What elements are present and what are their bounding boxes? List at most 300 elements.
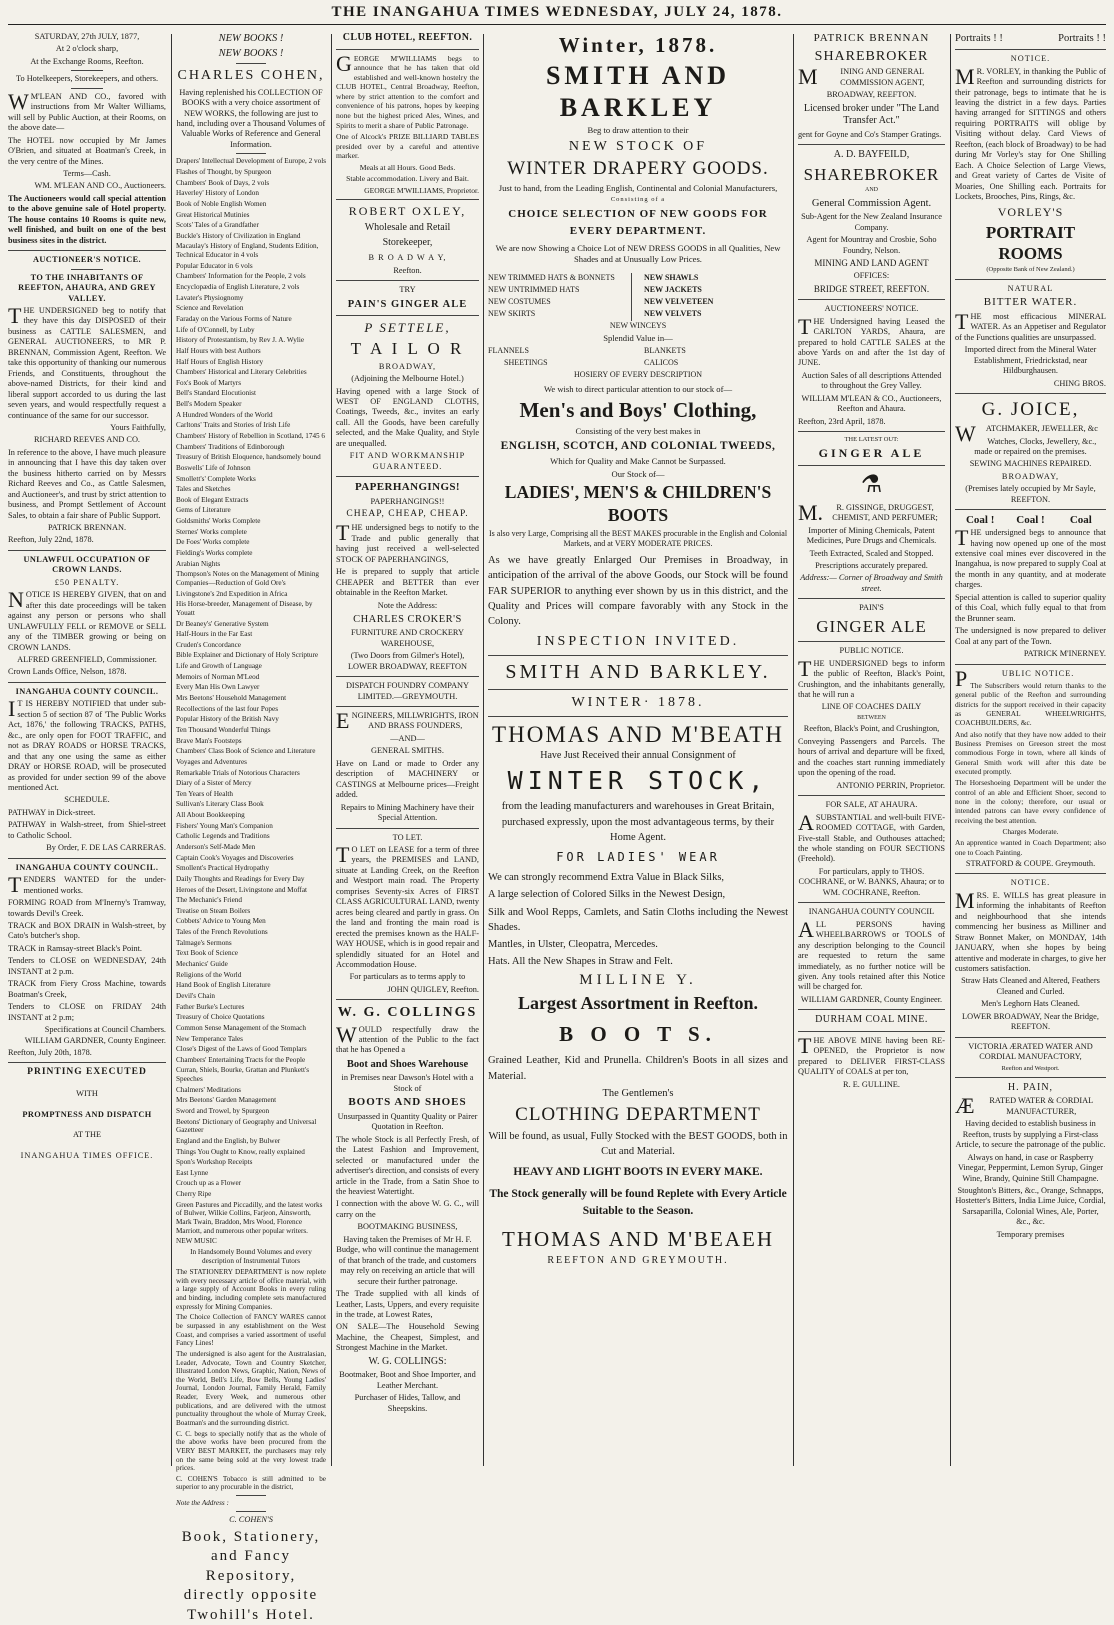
- column-3: [336, 32, 479, 1470]
- coal-mine-heading: DURHAM COAL MINE.: [815, 1014, 928, 1026]
- auction-date: Reefton, 23rd April, 1878.: [798, 416, 886, 426]
- notice-penalty: £50 PENALTY.: [54, 577, 120, 587]
- book-item: Chalmers' Meditations: [176, 1085, 241, 1094]
- paper-heading: PAPERHANGINGS!!: [370, 497, 445, 506]
- book-item: Treasury of British Eloquence, handsomely bound: [176, 453, 321, 462]
- book-item: England and the English, by Bulwer: [176, 1136, 281, 1145]
- chemist-teeth: Teeth Extracted, Scaled and Stopped.: [809, 548, 934, 558]
- bitter-body: THE most efficacious MINERAL WATER. As an Appetiser and Regulator of the Functions qualities are unsurpassed.: [955, 308, 1106, 342]
- wills-heading: NOTICE.: [1010, 878, 1051, 888]
- book-item: Faraday on the Various Forms of Nature: [176, 314, 292, 323]
- foundry-heading: DISPATCH FOUNDRY COMPANY LIMITED.—GREYMOUTH.: [345, 681, 470, 701]
- portraits-label: Portraits ! !: [955, 33, 1003, 44]
- goods-item: NEW JACKETS: [644, 284, 702, 294]
- book-item: Text Book of Science: [176, 949, 238, 958]
- fabric-lists: [488, 346, 788, 370]
- book-item: A Hundred Wonders of the World: [176, 410, 273, 419]
- notice-signature: ALFRED GREENFIELD, Commissioner.: [17, 655, 157, 665]
- book-item: Catholic Legends and Traditions: [176, 832, 270, 841]
- goods-item: NEW TRIMMED HATS & BONNETS: [488, 272, 615, 282]
- received-line: Have Just Received their annual Consignment of: [540, 750, 736, 762]
- book-item: Goldsmiths' Works Complete: [176, 517, 261, 526]
- printing-heading: PRINTING EXECUTED: [27, 1067, 147, 1078]
- coal-mine-signature: R. E. GULLINE.: [843, 1079, 900, 1089]
- tender-item: Tenders to CLOSE on WEDNESDAY, 24th INSTANT at 2 p.m.: [8, 956, 166, 976]
- wheelwright-body: The Subscribers would return thanks to the general public of the Reefton and surrounding districts for the support received in their capacity as GENERAL WHEELWRIGHTS, COACHBUILDERS, &c.: [955, 681, 1106, 728]
- gentlemens: The Gentlemen's: [602, 1087, 674, 1099]
- paper-heading: PAPERHANGINGS!: [354, 481, 460, 494]
- book-item: History of Protestantism, by Rev J. A. Wylie: [176, 336, 305, 345]
- collings-body: in Premises near Dawson's Hotel with a Stock of: [341, 1073, 474, 1093]
- black-silks: We can strongly recommend Extra Value in Black Silks,: [488, 872, 725, 884]
- book-item: Green Pastures and Piccadilly, and the latest works of Bulwer, Wilkie Collins, Farjeon, Ainsworth, Mark Twain, Braddon, Mrs Wood, Florence Marriott, and numerous other popular writers.: [176, 1200, 323, 1235]
- hotel-heading: CLUB HOTEL, REEFTON.: [342, 32, 473, 43]
- oxley-trade: Wholesale and Retail: [364, 222, 451, 234]
- chemist-name: M.R. GISSINGE, DRUGGEST, CHEMIST, AND PERFUMER;: [798, 499, 938, 525]
- column-1: [8, 32, 166, 1470]
- fabric-item: FLANNELS: [488, 346, 529, 356]
- our-stock: Our Stock of—: [611, 468, 665, 479]
- goods-list-right: [644, 273, 788, 321]
- bitter-label: NATURAL: [1007, 283, 1054, 293]
- collings-body: I connection with the above W. G. C., will carry on the: [336, 1199, 479, 1219]
- winter-title: Winter, 1878.: [558, 33, 718, 57]
- fabric-item: SHEETINGS: [504, 358, 548, 368]
- book-item: Mrs Beetons' Garden Management: [176, 1096, 277, 1105]
- oxley-street: B R O A D W A Y,: [368, 253, 447, 263]
- book-item: Mrs Beetons' Household Management: [176, 694, 287, 703]
- notice-subheading: TO THE INHABITANTS OF REEFTON, AHAURA, AND GREY VALLEY.: [18, 272, 156, 303]
- book-item: NEW MUSIC: [176, 1237, 217, 1246]
- public-notice-heading: PUBLIC NOTICE.: [955, 665, 1075, 691]
- hats: Hats. All the New Shapes in Straw and Felt.: [488, 956, 673, 968]
- book-item: Diary of a Sister of Mercy: [176, 779, 252, 788]
- book-item: Life and Growth of Language: [176, 662, 262, 671]
- book-item: Bible Explainer and Dictionary of Holy Scripture: [176, 651, 319, 660]
- paper-body: THE undersigned begs to notify to the Trade and public generally that having just received a well-selected STOCK OF PAPERHANGINGS,: [336, 520, 479, 564]
- colored-silks: A large selection of Colored Silks in the Newest Design,: [488, 889, 726, 901]
- collings-trade: Bootmaker, Boot and Shoe Importer, and Leather Merchant.: [339, 1370, 476, 1390]
- fabric-item: BLANKETS: [644, 346, 686, 356]
- book-item: Dr Beaney's' Generative System: [176, 619, 269, 628]
- schedule-label: SCHEDULE.: [64, 795, 110, 805]
- hotel-meals: Meals at all Hours. Good Beds.: [359, 162, 456, 172]
- bitter-imported: Imported direct from the Mineral Water Establishment, Friedrickstad, near Hildburghausen.: [964, 345, 1097, 376]
- victoria-towns: Reefton and Westport.: [1001, 1064, 1060, 1072]
- wills-address: LOWER BROADWAY, Near the Bridge, REEFTON.: [962, 1011, 1099, 1032]
- coach-route: Reefton, Black's Point, and Crushington,: [803, 724, 940, 734]
- pain-trade: ÆRATED WATER & CORDIAL MANUFACTURER,: [955, 1093, 1094, 1119]
- collings-body: ON SALE—The Household Sewing Machine, the Cheapest, Simplest, and Strongest Machine in the Market.: [336, 1322, 479, 1353]
- book-item: Anderson's Self-Made Men: [176, 842, 256, 851]
- ad-date: SATURDAY, 27th JULY, 1877,: [34, 32, 140, 41]
- oxley-name: ROBERT OXLEY,: [348, 204, 467, 219]
- book-item: Common Sense Management of the Stomach: [176, 1023, 306, 1032]
- book-item: East Lynne: [176, 1168, 209, 1177]
- collings-body: The Trade supplied with all kinds of Leather, Lasts, Uppers, and every requisite in the trade, at Lowest Rates,: [336, 1289, 479, 1319]
- tweeds: ENGLISH, SCOTCH, AND COLONIAL TWEEDS,: [500, 440, 776, 453]
- council-body: IT IS HEREBY NOTIFIED that under sub-section 5 of section 87 of 'The Public Works Act, 1876,' the following TRACKS, PATHS, &c., are only open for FOOT TRAFFIC, and not as DRAY ROADS or HORSE TRACKS, and that any one using the same as either DRAY or HORSE ROAD, will be prosecuted as provided for under section 99 of the above mentioned Act.: [8, 696, 166, 792]
- book-list: [176, 157, 326, 1246]
- notify-body: C. COHEN'S Tobacco is still admitted to be superior to any procurable in the district,: [176, 1474, 326, 1492]
- coal-body: Special attention is called to superior quality of this Coal, which fully equal to that from the Brunner seam.: [955, 592, 1106, 623]
- notice-body: NOTICE IS HEREBY GIVEN, that on and after this date proceedings will be taken against any person or persons who shall UNLAWFULLY FELL or REMOVE or SELL any of the TIMBER growing or being on CROWN LANDS.: [8, 587, 166, 652]
- sale-apply: For particulars, apply to THOS. COCHRANE, or W. BANKS, Ahaura; or to WM. COCHRANE, Reefton.: [798, 866, 945, 897]
- ad-time: At 2 o'clock sharp,: [55, 44, 119, 54]
- collings-body: WOULD respectfully draw the attention of the Public to the fact that he has Opened a: [336, 1021, 479, 1055]
- music-heading: In Handsomely Bound Volumes and every description of Instrumental Tutors: [190, 1247, 312, 1266]
- winter-stock: WINTER STOCK,: [507, 765, 769, 795]
- wheelwright-signature: STRATFORD & COUPE. Greymouth.: [965, 858, 1096, 868]
- notice-heading: UNLAWFUL OCCUPATION OF CROWN LANDS.: [23, 554, 151, 575]
- hosiery: HOSIERY OF EVERY DESCRIPTION: [573, 370, 703, 380]
- hotel-body: GEORGE M'WILLIAMS begs to announce that he has taken that old established and well-known hostelry the CLUB HOTEL, Central Broadway, Reefton, where by strict attention to the comfort and convenience of his patrons, hopes by keeping none but the highest priced Ales, Wines, and Spirits to merit a share of Public Patronage.: [336, 50, 479, 130]
- book-item: Half-Hours in the Far East: [176, 630, 253, 639]
- boots-title: B O O T S.: [559, 1021, 717, 1046]
- collings-body: The whole Stock is all Perfectly Fresh, of the Latest Fashion and Improvement, selected or manufactured under the advertiser's direction, and consists of every article in the Trade, from a Satin Shoe to the heaviest Watertight.: [336, 1134, 479, 1197]
- bayfeild-and: AND: [865, 187, 878, 194]
- grained-leather: Grained Leather, Kid and Prunella. Children's Boots in all sizes and Material.: [488, 1055, 788, 1082]
- printing-office: INANGAHUA TIMES OFFICE.: [20, 1150, 154, 1160]
- new-stock: NEW STOCK OF: [568, 138, 708, 154]
- book-item: Smollent's Practical Hydropathy: [176, 864, 270, 873]
- wheelwright-body: The Horseshoeing Department will be under the control of an able and Efficient Shoer, second to none in the colony; therefore, our usual or intended patrons can have every confidence of receiving the best attention.: [955, 778, 1106, 825]
- bayfeild-trade: SHAREBROKER: [803, 165, 940, 185]
- column-6: [955, 32, 1106, 1470]
- dress-goods: We are now Showing a Choice Lot of NEW DRESS GOODS in all Qualities, New Shades and at Unusually Low Prices.: [495, 243, 781, 265]
- book-item: Ten Thousand Wonderful Things: [176, 725, 271, 734]
- coach-body: Conveying Passengers and Parcels. The hours of arrival and departure will be fixed, and the coaches start running immediately upon the opening of the road.: [798, 736, 945, 778]
- book-item: Popular Educator in 6 vols: [176, 261, 253, 270]
- thomas-mbeath: THOMAS AND M'BEATH: [492, 721, 784, 747]
- book-item: Things You Ought to Know, really explained: [176, 1147, 305, 1156]
- coach-line: LINE OF COACHES DAILY: [821, 702, 922, 712]
- ad-signature: WM. M'LEAN AND CO., Auctioneers.: [34, 181, 166, 191]
- coal-label: Coal: [1069, 514, 1092, 527]
- book-item: Half Hours of English History: [176, 357, 264, 366]
- brennan-trade: SHAREBROKER: [814, 48, 929, 64]
- column-5: [798, 32, 945, 1470]
- book-item: Fox's Book of Martyrs: [176, 378, 241, 387]
- music-body: The STATIONERY DEPARTMENT is now replete with every necessary article of office material, with a large supply of Account Books in every ruling and binding, including complete sets manufactured expressly for Mining Companies.: [176, 1268, 326, 1311]
- ad-terms: Terms—Cash.: [63, 168, 111, 178]
- book-item: Gems of Literature: [176, 506, 231, 515]
- brennan-name: PATRICK BRENNAN: [813, 32, 930, 44]
- pains-label: PAIN'S: [859, 603, 884, 613]
- chemist-address: Address:— Corner of Broadway and Smith street.: [800, 573, 943, 593]
- wheelwright-charges: Charges Moderate.: [1002, 826, 1059, 836]
- direct-attention: We wish to direct particular attention to our stock of—: [543, 384, 733, 395]
- book-item: Drapers' Intellectual Development of Europe, 2 vols: [176, 157, 326, 166]
- notice-body: THE UNDERSIGNED beg to notify that they have this day DISPOSED of their business as CATTLE SALESMEN, and GENERAL AUCTIONEERS, to MR P. BRENNAN, Commission Agent, Reefton. We take this opportunity of thanking our numerous Friends, and Constituents, throughout the above-named Districts, for their kind and liberal support accorded to us during the last seven years, and would respectfully request a continuance of the same for our successor.: [8, 302, 166, 420]
- book-item: Close's Digest of the Laws of Good Templars: [176, 1045, 307, 1054]
- just-to-hand: Just to hand, from the Leading English, Continental and Colonial Manufacturers,: [498, 183, 778, 194]
- book-item: Bell's Modern Speaker: [176, 400, 242, 409]
- paper-address: Note the Address:: [377, 600, 438, 610]
- tailor-body: Having opened with a large Stock of WEST OF ENGLAND CLOTHS, Coatings, Tweeds, &c., invites an early call. All the Goods, have been carefully selected, and the Make Quality, and Style are unequalled.: [336, 386, 479, 448]
- wheelwright-apprentice: An apprentice wanted in Coach Department; also one to Coach Painting.: [955, 838, 1106, 857]
- book-item: Science and Revelation: [176, 304, 244, 313]
- hotel-stable: Stable accommodation. Livery and Bait.: [346, 174, 469, 184]
- bayfeild-agent: General Commission Agent.: [811, 198, 932, 210]
- book-item: Book of Noble English Women: [176, 199, 267, 208]
- silk-wool: Silk and Wool Repps, Camlets, and Satin Cloths including the Newest Shades.: [488, 906, 788, 933]
- oxley-trade: Storekeeper,: [382, 236, 433, 248]
- coach-body: THE UNDERSIGNED begs to inform the public of Reefton, Black's Point, Crushington, and the inhabitants generally, that he will run a: [798, 655, 945, 699]
- tender-item: Tenders to CLOSE on FRIDAY 24th INSTANT at 2 p.m;: [8, 1002, 166, 1022]
- book-item: Ten Years of Health: [176, 789, 233, 798]
- book-item: Haverley' History of London: [176, 189, 259, 198]
- book-item: Encyclopædia of English Literature, 2 vols: [176, 283, 300, 292]
- auction-body: THE Undersigned having Leased the CARLTON YARDS, Ahaura, are prepared to hold CATTLE SALES at the above Yards on and after the 1st day of JUNE.: [798, 313, 945, 368]
- winter-1878: WINTER· 1878.: [571, 695, 705, 710]
- mens-clothing: Men's and Boys' Clothing,: [519, 398, 757, 423]
- book-item: Heroes of the Desert, Livingstone and Moffat: [176, 885, 308, 894]
- notice-body: In reference to the above, I have much pleasure in announcing that I have this day taken over the business hitherto carried on by Messrs Richard Reeves and Co., as Cattle Salesmen, and Auctioneer's, and trust by strict attention to business, and Prompt Settlement of Account Sales, to obtain a fair share of Public Support.: [8, 447, 166, 520]
- books-intro: Having replenished his COLLECTION OF BOOKS with a very choice assortment of NEW WORKS, the following are just to hand, including over a Thousand Volumes of Valuable Works of Reference and General Information.: [176, 87, 326, 149]
- croker-trade: FURNITURE AND CROCKERY WAREHOUSE,: [351, 628, 464, 648]
- drapery-heading: WINTER DRAPERY GOODS.: [507, 158, 769, 180]
- consisting-label: Consisting of a: [610, 196, 666, 204]
- splendid-value: Splendid Value in—: [603, 333, 673, 344]
- collings-boots: BOOTS AND SHOES: [348, 1095, 467, 1108]
- auction-sales: Auction Sales of all descriptions Attended to throughout the Grey Valley.: [801, 370, 942, 391]
- wills-body: MRS. E. WILLS has great pleasure in informing the inhabitants of Reefton and neighbourhood that she intends commencing her business as Milliner and Straw Bonnet Maker, on MONDAY, 14th JANUARY, when she hopes by being attentive and moderate in charges, to give her customers satisfaction.: [955, 887, 1106, 973]
- foundry-trade: ENGINEERS, MILLWRIGHTS, IRON AND BRASS FOUNDERS,: [336, 707, 479, 733]
- book-item: Chambers' Class Book of Science and Literature: [176, 747, 316, 756]
- book-item: Popular History of the British Navy: [176, 715, 279, 724]
- book-item: Livingstone's 2nd Expedition in Africa: [176, 589, 288, 598]
- tailor-street: BROADWAY,: [378, 361, 437, 371]
- printing-promptness: PROMPTNESS AND DISPATCH: [22, 1109, 152, 1119]
- mortar-icon: ⚗: [860, 472, 883, 499]
- try-label: TRY: [399, 285, 416, 295]
- books-heading: NEW BOOKS !: [218, 48, 284, 60]
- book-item: Scots' Tales of a Grandfather: [176, 221, 259, 230]
- book-item: Book of Elegant Extracts: [176, 495, 249, 504]
- auction-signature: WILLIAM M'LEAN & CO., Auctioneers, Reefton and Ahaura.: [801, 393, 942, 414]
- book-item: Sword and Trowel, by Spurgeon: [176, 1107, 270, 1115]
- smith-barkley-sign: SMITH AND BARKLEY.: [505, 660, 771, 683]
- council-signature: By Order, F. DE LAS CARRERAS.: [46, 843, 166, 853]
- thomas-mbeath-sign: THOMAS AND M'BEAEH: [502, 1227, 774, 1252]
- brennan-address: BROADWAY, REEFTON.: [826, 90, 917, 100]
- collings-warehouse: Boot and Shoes Warehouse: [346, 1058, 469, 1070]
- to-let-body: TO LET on LEASE for a term of three years, the PREMISES and LAND, situate at Landing Creek, on the Reefton and Westport main road. The Property comprises Seventy-six Acres of FIRST CLASS AGRICULTURAL LAND, twenty acres being cleared and partly in grass. On the land and fronting the main road is erected the premises known as the HALF-WAY HOUSE, which is in good repair and splendidly situated for an Hotel and Accommodation House.: [336, 841, 479, 969]
- vorley-body: MR. VORLEY, in thanking the Public of Reefton and surrounding districts for their patronage, begs to intimate that he is leaving the district in a few days. Parties having arranged for SITTINGS and others requiring PORTRAITS will oblige by Visiting without delay. Card Views of Reefton, (each block of Broadway) to be had during Mr Vorley's stay for One Shilling Each. A Choice Selection of Large Views, and Great variety of Cartes de Visite of Moaries, One Shilling each. Portraits for Lockets, Brooches, Pins, Rings, &c.: [955, 63, 1106, 202]
- book-item: Half Hours with best Authors: [176, 346, 261, 355]
- tender-item: FORMING ROAD from M'Inerny's Tramway, towards Devil's Creek.: [8, 898, 166, 918]
- tender-date: Reefton, July 20th, 1878.: [8, 1047, 92, 1057]
- book-item: Voyages and Adventures: [176, 757, 247, 766]
- book-item: The Mechanic's Friend: [176, 896, 242, 905]
- quality-make: Which for Quality and Make Cannot be Surpassed.: [550, 455, 726, 466]
- ad-body: The HOTEL now occupied by Mr James O'Brien, and situated at Boatman's Creek, in the very centre of the Mines.: [8, 135, 166, 166]
- coal-body: The undersigned is now prepared to deliver Coal at any part of the Town.: [955, 626, 1106, 646]
- tailor-name: P SETTELE,: [364, 319, 451, 335]
- book-item: Religions of the World: [176, 970, 242, 979]
- books-heading: NEW BOOKS !: [218, 33, 284, 44]
- consisting-best: Consisting of the very best makes in: [575, 426, 701, 437]
- bayfeild-foundry: Agent for Mountray and Crosbie, Soho Foundry, Nelson.: [806, 235, 937, 255]
- joice-trade: WATCHMAKER, JEWELLER, &c: [955, 421, 1098, 447]
- book-item: His Horse-breeder, Management of Disease, by Youatt: [176, 600, 313, 617]
- column-rule: [793, 34, 794, 1466]
- winceys: NEW WINCEYS: [609, 321, 667, 331]
- notice-date: Reefton, July 22nd, 1878.: [8, 535, 94, 545]
- goods-item: NEW VELVETS: [644, 309, 702, 319]
- boots-heading: LADIES', MEN'S & CHILDREN'S BOOTS: [504, 482, 772, 526]
- pains-ginger-ale: GINGER ALE: [816, 616, 927, 636]
- goods-item: NEW SHAWLS: [644, 272, 699, 282]
- book-item: Cobbets' Advice to Young Men: [176, 917, 266, 926]
- book-item: Fishers' Young Man's Companion: [176, 821, 273, 830]
- book-item: Hand Book of English Literature: [176, 981, 271, 990]
- book-item: Bell's Standard Elocutionist: [176, 389, 256, 398]
- ad-body: The Auctioneers would call special attention to the above genuine sale of Hotel property. The house contains 10 Rooms is quite new, well finished, and built on one of the best business sites in the district.: [8, 193, 166, 245]
- latest-out: THE LATEST OUT:: [844, 436, 899, 444]
- fancy-body: The undersigned is also agent for the Australasian, Leader, Advocate, Town and Country Sketcher, Illustrated London News, Graphic, Nation, News of the World, Bell's Life, Bow Bells, Young Ladies' Journal, London Journal, Family Herald, Family Reader, Every Week, and numerous other publications, and are delivered with the utmost punctuality throughout the whole of Murray Creek, Boatman's and the surrounding district.: [176, 1349, 326, 1427]
- book-item: Chambers' Information for the People, 2 vols: [176, 272, 306, 281]
- notice-heading: NOTICE.: [1010, 54, 1051, 64]
- pain-body: Having decided to establish business in Reefton, trusts by supplying a First-class Article, to secure the patronage of the public.: [955, 1119, 1106, 1150]
- joice-name: G. JOICE,: [981, 399, 1080, 421]
- pain-stock: Stoughton's Bitters, &c., Orange, Schnapps, Hostetter's Bitters, India Lime Juice, Cordial, Sarsaparilla, Colonial Wines, Ale, Porter, &c., &c.: [955, 1186, 1106, 1227]
- bayfeild-insurance: Sub-Agent for the New Zealand Insurance Company.: [801, 212, 942, 232]
- book-item: Great Historical Mutinies: [176, 210, 250, 219]
- book-item: Cherry Ripe: [176, 1190, 212, 1199]
- tender-item: TRACK and BOX DRAIN in Walsh-street, by Cato's butcher's shop.: [8, 920, 166, 941]
- book-item: Lavater's Physiognomy: [176, 293, 244, 302]
- book-item: Sternes' Works complete: [176, 527, 247, 536]
- croker-address: (Two Doors from Gilmer's Hotel), LOWER BROADWAY, REEFTON: [347, 651, 467, 671]
- book-item: Sullivan's Literary Class Book: [176, 800, 264, 809]
- bayfeild-mining: MINING AND LAND AGENT: [814, 258, 929, 269]
- pain-stock: Always on hand, in case or Raspberry Vinegar, Peppermint, Lemon Syrup, Ginger Wine, Brandy, Quinine Still Champagne.: [957, 1152, 1104, 1183]
- goods-lists: [488, 273, 788, 321]
- ladies-wear: FOR LADIES' WEAR: [556, 849, 720, 864]
- notice-closing: Yours Faithfully,: [110, 422, 166, 432]
- column-rule: [950, 34, 951, 1466]
- tailor-location: (Adjoining the Melbourne Hotel.): [351, 374, 464, 384]
- collings-name: W. G. COLLINGS: [337, 1005, 478, 1021]
- masthead-rule: [8, 24, 1106, 25]
- book-item: Buckle's History of Civilization in England: [176, 231, 301, 240]
- clothing-department: CLOTHING DEPARTMENT: [515, 1104, 761, 1126]
- coach-heading: PUBLIC NOTICE.: [839, 646, 904, 656]
- joice-premises: (Premises lately occupied by Mr Sayle, REEFTON.: [965, 484, 1096, 504]
- fabric-item: CALICOS: [644, 358, 679, 368]
- schedule-item: PATHWAY in Dick-street.: [8, 807, 96, 817]
- choice-selection: CHOICE SELECTION OF NEW GOODS FOR EVERY DEPARTMENT.: [508, 208, 768, 237]
- council-heading: INANGAHUA COUNTY COUNCIL.: [15, 862, 159, 872]
- bitter-water: BITTER WATER.: [983, 296, 1078, 309]
- ad-body: WM'LEAN AND CO., favored with instructions from Mr Walter Williams, will sell by Public Auction, at their Rooms, on the above date—: [8, 88, 166, 133]
- book-item: Chambers' History of Rebellion in Scotland, 1745 6: [176, 432, 326, 440]
- chemist-prescriptions: Prescriptions accurately prepared.: [815, 560, 928, 570]
- foundry-body: Have on Land or made to Order any description of MACHINERY or CASTINGS at Melbourne prices—Freight added.: [336, 758, 479, 800]
- address-label: C. COHEN'S: [229, 1515, 273, 1525]
- bayfeild-name: A. D. BAYFEILD,: [833, 149, 910, 161]
- book-item: Father Burke's Lectures: [176, 1002, 245, 1011]
- pain-name: H. PAIN,: [1007, 1081, 1054, 1093]
- joice-body: Watches, Clocks, Jewellery, &c., made or repaired on the premises.: [974, 436, 1097, 456]
- book-item: Crouch up as a Flower: [176, 1179, 242, 1188]
- tender-item: TRACK in Ramsay-street Black's Point.: [8, 943, 143, 953]
- cohen-name: Book, Stationery, and Fancy Repository, directly opposite Twohill's Hotel.: [181, 1528, 321, 1623]
- book-item: Curran, Shiels, Bourke, Grattan and Plunkett's Speeches: [176, 1066, 310, 1084]
- portrait-rooms: PORTRAIT ROOMS: [985, 222, 1076, 264]
- heavy-light-boots: HEAVY AND LIGHT BOOTS IN EVERY MAKE.: [513, 1166, 763, 1179]
- from-leading: from the leading manufacturers and warehouses in Great Britain, purchased expressly, upon the most advantageous terms, by their Home Agent.: [501, 801, 775, 843]
- ad-venue: At the Exchange Rooms, Reefton.: [30, 56, 144, 66]
- ginger-ale-ad: PAIN'S GINGER ALE: [347, 298, 468, 310]
- column-rule: [331, 34, 332, 1466]
- book-item: Devil's Chain: [176, 991, 216, 1000]
- book-item: Spon's Workshop Receipts: [176, 1158, 253, 1167]
- sale-heading: FOR SALE, AT AHAURA.: [825, 800, 918, 810]
- book-item: Carltons' Traits and Stories of Irish Life: [176, 421, 291, 430]
- book-item: Remarkable Trials of Notorious Characters: [176, 768, 300, 777]
- agent-body: C. C. begs to specially notify that as the whole of the above works have been procured from the VERY BEST MARKET, the purchasers may rely on the same being sold at the very lowest trade prices.: [176, 1429, 326, 1473]
- goods-item: NEW SKIRTS: [488, 309, 536, 319]
- coal-mine-body: THE ABOVE MINE having been RE-OPENED, the Proprietor is now prepared to DELIVER FIRST-CLASS QUALITY of COALS at per ton,: [798, 1032, 945, 1077]
- notice-signature: PATRICK BRENNAN.: [47, 523, 127, 533]
- book-item: Chambers' Entertaining Tracts for the People: [176, 1055, 306, 1064]
- joice-sewing: SEWING MACHINES REPAIRED.: [969, 459, 1092, 469]
- sale-body: ASUBSTANTIAL and well-built FIVE-ROOMED COTTAGE, with Garden, Five-stall Stable, and Outhouses attached; the whole standing on FOUR SECTIONS (Freehold).: [798, 809, 945, 864]
- paper-cheap: CHEAP, CHEAP, CHEAP.: [346, 509, 469, 520]
- tailor-guarantee: FIT AND WORKMANSHIP GUARANTEED.: [349, 451, 466, 471]
- notice-signature: RICHARD REEVES AND CO.: [33, 435, 141, 445]
- column-rule: [483, 34, 484, 1466]
- wills-leghorn: Men's Leghorn Hats Cleaned.: [981, 999, 1080, 1009]
- council-heading: INANGAHUA COUNTY COUNCIL: [808, 907, 935, 917]
- book-item: Every Man His Own Lawyer: [176, 683, 260, 692]
- masthead: THE INANGAHUA TIMES WEDNESDAY, JULY 24, 1878.: [331, 4, 783, 20]
- goods-list-left: [488, 273, 632, 321]
- book-item: De Foes' Works complete: [176, 538, 250, 547]
- book-item: Chambers' Book of Days, 2 vols: [176, 178, 270, 187]
- reefton-greymouth: REEFTON AND GREYMOUTH.: [547, 1254, 729, 1266]
- book-item: Arabian Nights: [176, 559, 221, 568]
- tender-body: TENDERS WANTED for the under-mentioned works.: [8, 872, 166, 898]
- brennan-licence: Licensed broker under "The Land Transfer Act.": [803, 102, 940, 127]
- croker-name: CHARLES CROKER'S: [353, 614, 462, 626]
- joice-street: BROADWAY,: [1001, 471, 1060, 481]
- book-item: Flashes of Thought, by Spurgeon: [176, 167, 272, 176]
- boots-large: Is also very Large, Comprising all the BEST MAKES procurable in the English and Colonial Markets, and at VERY MODERATE PRICES.: [488, 528, 788, 549]
- bookseller-name: CHARLES COHEN,: [177, 68, 325, 84]
- hotel-body: One of Alcock's PRIZE BILLIARD TABLES presided over by a careful and attentive marker.: [336, 132, 479, 161]
- book-item: Tales and Sketches: [176, 485, 231, 494]
- collings-body: Unsurpassed in Quantity Quality or Pairer Quotation in Reefton.: [337, 1111, 478, 1132]
- collings-bootmaking: BOOTMAKING BUSINESS,: [357, 1222, 458, 1232]
- foundry-repairs: Repairs to Mining Machinery have their Special Attention.: [340, 802, 475, 823]
- vorley-address: (Opposite Bank of New Zealand.): [986, 266, 1075, 274]
- bitter-signature: CHING BROS.: [1053, 378, 1106, 388]
- coal-label: Coal !: [1016, 514, 1045, 527]
- collings-signature: W. G. COLLINGS:: [368, 1355, 447, 1367]
- millinery: MILLINE Y.: [579, 972, 697, 989]
- wills-hats: Straw Hats Cleaned and Altered, Feathers Cleaned and Curled.: [961, 976, 1100, 996]
- book-item: New Temperance Tales: [176, 1034, 243, 1043]
- book-item: Daily Thoughts and Readings for Every Day: [176, 874, 305, 883]
- book-item: Tales of the French Revolutions: [176, 928, 268, 937]
- book-item: Brave Man's Footsteps: [176, 736, 242, 745]
- goods-item: NEW VELVETEEN: [644, 297, 714, 307]
- council-body: ALL PERSONS having WHEELBARROWS or TOOLS of any description belonging to the Council are requested to return the same immediately, as no further notice will be given. Any tools retained after this Notice will be charged for.: [798, 916, 945, 992]
